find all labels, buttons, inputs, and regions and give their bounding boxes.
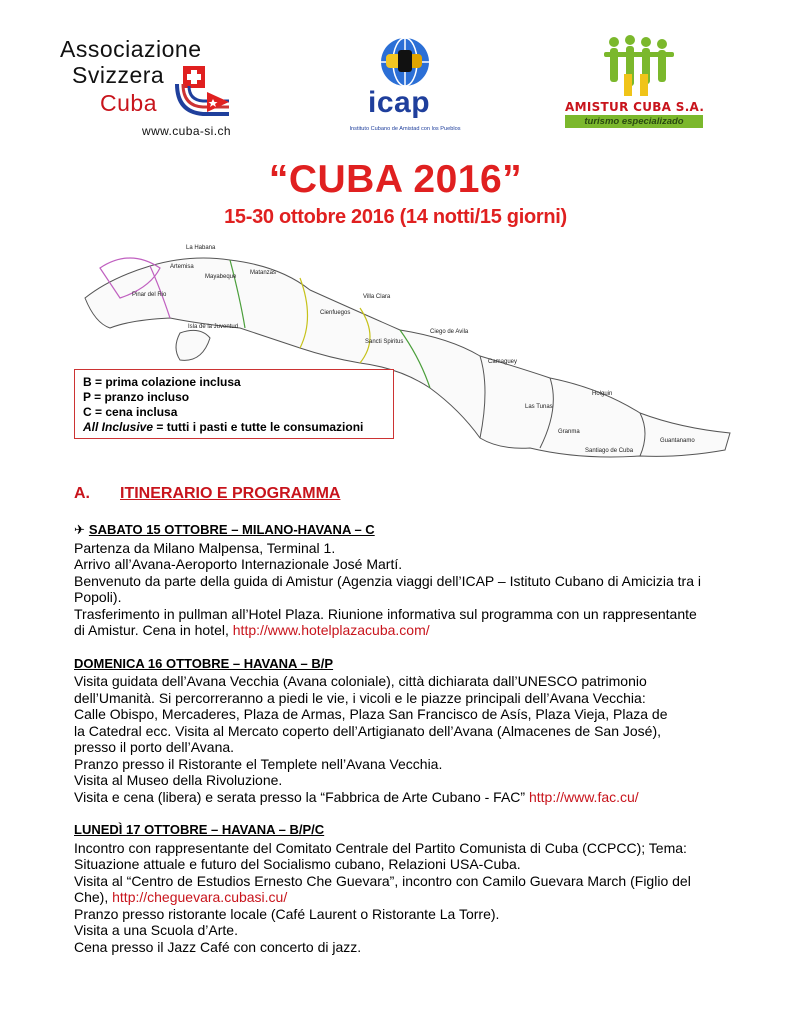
che-guevara-link[interactable]: http://cheguevara.cubasi.cu/ xyxy=(112,889,288,905)
map-label-la-habana: La Habana xyxy=(186,245,216,251)
map-label-mayabeque: Mayabeque xyxy=(205,274,237,280)
day-block xyxy=(74,656,734,806)
day-line: Che), xyxy=(74,889,113,905)
associazione-svizzera-cuba-logo xyxy=(60,36,260,146)
map-label-las-tunas: Las Tunas xyxy=(525,404,553,410)
dancing-people-icon xyxy=(600,34,680,98)
day-line: Situazione attuale e futuro del Socialismo cubano, Relazioni USA-Cuba. xyxy=(74,856,521,872)
map-label-granma: Granma xyxy=(558,429,580,435)
day-block xyxy=(74,822,734,955)
day-line: Visita al Museo della Rivoluzione. xyxy=(74,772,283,788)
day-line: Partenza da Milano Malpensa, Terminal 1. xyxy=(74,539,336,556)
day-heading: LUNEDÌ 17 OTTOBRE – HAVANA – B/P/C xyxy=(74,822,325,837)
day-line: Visita al “Centro de Estudios Ernesto Che Guevara”, incontro con Camilo Guevara March (Figlio del xyxy=(74,872,691,889)
airplane-icon: ✈ xyxy=(74,522,85,537)
amistur-logo xyxy=(560,34,705,134)
icap-subtitle: Instituto Cubano de Amistad con los Pueblos xyxy=(349,126,461,132)
map-label-isla-de-la-juventud: Isla de la Juventud xyxy=(188,324,239,330)
map-label-pinar-del-rio: Pinar del Rio xyxy=(132,292,167,298)
swiss-cuba-flag-icon xyxy=(173,66,229,122)
amistur-title: AMISTUR CUBA S.A. xyxy=(565,100,705,114)
day-line: Trasferimento in pullman all’Hotel Plaza. Riunione informativa sul programma con un rappresentante xyxy=(74,605,697,622)
asc-line3: Cuba xyxy=(100,90,157,116)
day-heading-text: SABATO 15 OTTOBRE – MILANO-HAVANA – C xyxy=(88,522,375,537)
day-line: Visita a una Scuola d’Arte. xyxy=(74,922,238,938)
asc-website: www.cuba-si.ch xyxy=(142,124,231,138)
day-heading xyxy=(74,522,734,539)
section-heading xyxy=(74,485,340,503)
day-block xyxy=(74,522,734,639)
day-line: Pranzo presso ristorante locale (Café Laurent o Ristorante La Torre). xyxy=(74,905,500,922)
map-label-camaguey: Camaguey xyxy=(488,359,518,365)
icap-logo xyxy=(330,36,480,136)
map-label-holguin: Holguin xyxy=(592,391,613,397)
fac-link[interactable]: http://www.fac.cu/ xyxy=(528,788,639,805)
day-line-with-link xyxy=(74,622,734,639)
asc-line2: Svizzera xyxy=(72,62,165,88)
map-label-matanzas: Matanzas xyxy=(250,270,277,276)
day-line: presso il porto dell’Avana. xyxy=(74,739,235,755)
cuba-map-illustration xyxy=(80,238,740,488)
day-line: Benvenuto da parte della guida di Amistur (Agenzia viaggi dell’ICAP – Istituto Cubano di Amicizia tra i xyxy=(74,572,701,589)
asc-line1: Associazione xyxy=(60,36,202,62)
map-label-santiago-de-cuba: Santiago de Cuba xyxy=(585,448,634,454)
day-line: Cena presso il Jazz Café con concerto di jazz. xyxy=(74,938,362,955)
day-heading: DOMENICA 16 OTTOBRE – HAVANA – B/P xyxy=(74,655,334,671)
legend-all-inclusive-label: All Inclusive xyxy=(83,420,154,434)
day-line: la Catedral ecc. Visita al Mercato coperto dell’Artigianato dell’Avana (Almacenes de San José), xyxy=(74,722,662,739)
icap-wordmark: icap xyxy=(368,86,431,119)
day-line-with-link xyxy=(74,789,734,806)
legend-all-inclusive xyxy=(83,420,393,435)
day-line-with-link xyxy=(74,889,734,906)
legend-all-inclusive-text: = tutti i pasti e tutte le consumazioni xyxy=(153,420,364,434)
day-line: Visita guidata dell’Avana Vecchia (Avana coloniale), città dichiarata dall’UNESCO patrimonio xyxy=(74,673,647,689)
meal-legend xyxy=(74,369,394,439)
day-line: Calle Obispo, Mercaderes, Plaza de Armas, Plaza San Francisco de Asís, Plaza Vieja, Plaza de xyxy=(74,706,668,722)
day-line: Arrivo all’Avana-Aeroporto Internazionale José Martí. xyxy=(74,556,403,572)
legend-lunch: P = pranzo incluso xyxy=(83,390,190,404)
day-line: Visita e cena (libera) e serata presso la “Fabbrica de Arte Cubano - FAC” xyxy=(74,788,529,805)
legend-breakfast: B = prima colazione inclusa xyxy=(83,375,241,389)
section-letter: A. xyxy=(74,485,90,502)
cuba-map xyxy=(80,238,740,488)
day-line: di Amistur. Cena in hotel, xyxy=(74,622,233,638)
day-line: Pranzo presso il Ristorante el Templete nell’Avana Vecchia. xyxy=(74,755,443,772)
map-label-ciego-de-avila: Ciego de Avila xyxy=(430,329,469,335)
section-label: ITINERARIO E PROGRAMMA xyxy=(120,485,341,502)
globe-hands-icon xyxy=(360,36,450,88)
legend-dinner: C = cena inclusa xyxy=(83,405,178,419)
map-label-sancti-spiritus: Sancti Spiritus xyxy=(365,339,404,345)
day-line: dell’Umanità. Si percorreranno a piedi le vie, i vicoli e le piazze principali dell’Avana Vecchia: xyxy=(74,689,646,706)
map-label-cienfuegos: Cienfuegos xyxy=(320,310,351,316)
day-line: Popoli). xyxy=(74,589,122,605)
map-label-artemisa: Artemisa xyxy=(170,264,194,270)
trip-dates: 15-30 ottobre 2016 (14 notti/15 giorni) xyxy=(224,206,567,228)
map-label-guantanamo: Guantanamo xyxy=(660,438,695,444)
map-label-villa-clara: Villa Clara xyxy=(363,294,391,300)
hotel-plaza-link[interactable]: http://www.hotelplazacuba.com/ xyxy=(232,622,430,638)
itinerary xyxy=(74,522,734,972)
amistur-subtitle: turismo especializado xyxy=(565,115,703,128)
page-title: “CUBA 2016” xyxy=(268,158,523,201)
day-line: Incontro con rappresentante del Comitato Centrale del Partito Comunista di Cuba (CCPCC); Tema: xyxy=(74,839,687,856)
